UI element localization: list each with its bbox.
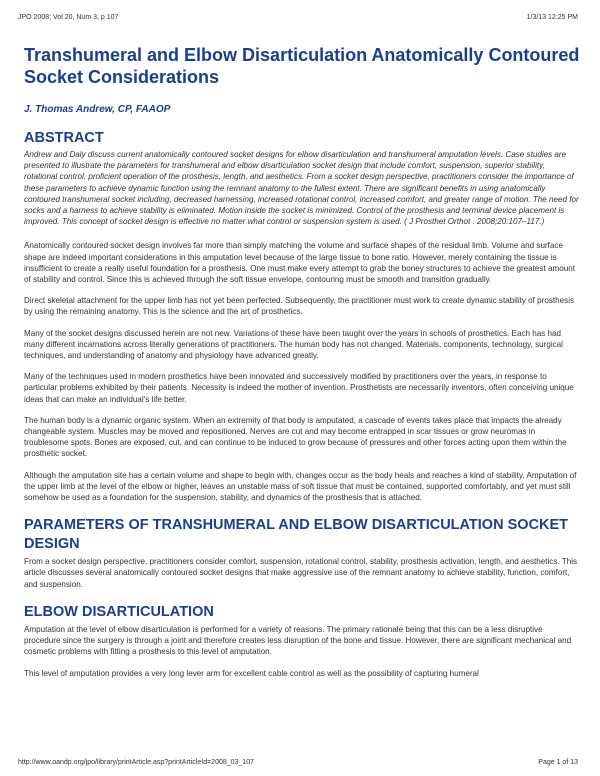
article-title: Transhumeral and Elbow Disarticulation Anatomically Contoured Socket Considerations [24,45,580,87]
article-author: J. Thomas Andrew, CP, FAAOP [24,104,171,115]
journal-reference: JPO 2008; Vol 20, Num 3, p 107 [18,14,119,21]
body-paragraph: Many of the techniques used in modern prosthetics have been innovated and successively modified by practitioners over the years, in response to particular problems exhibited by their patients. Necessity is indeed the mother of invention. Prosthetists are necessarily inventors, often conceiving unique ideas that can make an individual's life better. [24,372,574,404]
print-timestamp: 1/3/13 12:25 PM [526,14,578,21]
body-paragraph: This level of amputation provides a very long lever arm for excellent cable control as well as the possibility of capturing humeral [24,668,479,678]
body-paragraph: Many of the socket designs discussed herein are not new. Variations of these have been taught over the years in schools of prosthetics. Each has had many different incarnations across literally generations of practitioners. The human body has not changed. Materials, components, technology, surgical techniques, and understanding of anatomy and physiology have advanced greatly. [24,328,563,361]
article-content [24,44,580,679]
page-footer [18,754,578,766]
body-paragraph: Direct skeletal attachment for the upper limb has not yet been perfected. Subsequently, the practitioner must work to create dynamic stability of prosthesis by using the remaining anatomy. This is the science and the art of prosthetics. [24,296,575,317]
parameters-text: From a socket design perspective, practitioners consider comfort, suspension, rotational control, stability, prosthesis activation, length, and aesthetics. This article discusses several anatomically contoured socket designs that make aggressive use of the remnant anatomy to achieve stability, function, comfort, and suspension. [24,557,578,589]
parameters-heading: PARAMETERS OF TRANSHUMERAL AND ELBOW DISARTICULATION SOCKET DESIGN [24,517,569,553]
abstract-text: Andrew and Daly discuss current anatomically contoured socket designs for elbow disarticulation and transhumeral amputation levels. Case studies are presented to illustrate the parameters for transhumeral and elbow disarticulation socket design that include comfort, suspension, superior stability, rotational control, proficient operation of the prosthesis, length, and aesthetics. From a socket design perspective, practitioners consider the importance of these parameters to achieve dynamic function using the remnant anatomy to the fullest extent. There are significant benefits in using anatomically contoured transhumeral socket including, decreased harnessing, increased rotational control, increased comfort, and greater range of motion. The need for socks and a harness to achieve stability is eliminated. Motion inside the socket is minimized. Control of the prosthesis and terminal device placement is improved. This concept of socket design is effective no matter what control or suspension system is used. ( J Prosthet Orthot . 2008;20:107–117.) [24,150,579,227]
body-paragraph: Anatomically contoured socket design involves far more than simply matching the volume and surface shapes of the residual limb. Volume and surface shape are indeed important considerations in this amputation level because of the large tissue to bone ratio. However, merely containing the tissue is insufficient to create a really useful foundation for a prosthesis. One must make every attempt to grab the boney structures to achieve the greatest amount of stability and control. Since this is achieved through the soft tissue envelope, contouring must be smooth and transition gradually. [24,241,575,285]
body-paragraph: Although the amputation site has a certain volume and shape to begin with, changes occur as the body heals and reaches a kind of stability. Amputation of the upper limb at the level of the elbow or higher, leaves an unstable mass of soft tissue that must be contained, supported comfortably, and yet must still somehow be used as a foundation for the suspension, stability, and dynamics of the prosthesis that is attached. [24,470,577,503]
page-header [18,14,578,26]
page-indicator: Page 1 of 13 [538,759,578,766]
abstract-heading: ABSTRACT [24,130,104,146]
article-url: http://www.oandp.org/jpo/library/printArticle.asp?printArticleId=2008_03_107 [18,759,255,766]
body-paragraph: The human body is a dynamic organic system. When an extremity of that body is amputated, a cascade of events takes place that impacts the already changeable system. Muscles may be moved and repositioned. Nerves are cut and may become entrapped in scar tissues or grow neuromas in troublesome spots. Bones are exposed, cut, and can continue to be induced to grow because of pressures and other forces acting upon them within the prosthetic socket. [24,415,567,459]
elbow-disarticulation-heading: ELBOW DISARTICULATION [24,603,214,620]
body-paragraph: Amputation at the level of elbow disarticulation is performed for a variety of reasons. The primary rationale being that this can be a less disruptive procedure since the surgery is through a joint and therefore creates less disruption of the bone and tissue. However, there are significant mechanical and cosmetic problems with fitting a prosthesis to this level of amputation. [24,624,572,657]
